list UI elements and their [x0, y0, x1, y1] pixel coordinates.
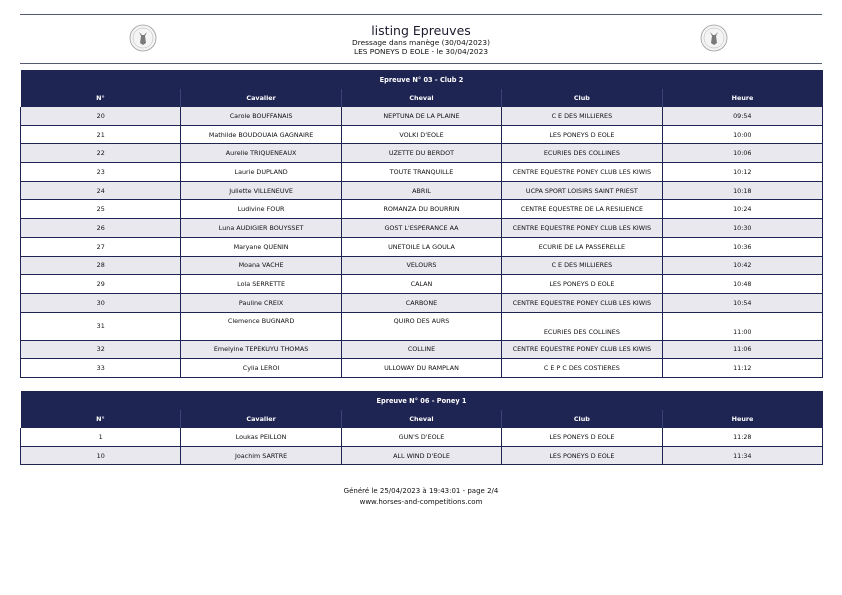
cell-num: 22 — [21, 144, 181, 163]
table-row — [21, 219, 823, 238]
cell-heure: 11:28 — [662, 428, 822, 446]
cell-num: 25 — [21, 200, 181, 219]
cell-club: LES PONEYS D EOLE — [502, 125, 662, 144]
col-header-num: N° — [21, 89, 181, 107]
col-header-cavalier: Cavalier — [181, 410, 341, 428]
cell-heure: 11:06 — [662, 340, 822, 359]
table-row — [21, 163, 823, 182]
cell-club: LES PONEYS D EOLE — [502, 428, 662, 446]
col-header-heure: Heure — [662, 410, 822, 428]
col-header-club: Club — [502, 89, 662, 107]
cell-cavalier: Mathilde BOUDOUAIA GAGNAIRE — [181, 125, 341, 144]
cell-num: 31 — [21, 312, 181, 340]
cell-cavalier: Laurie DUPLAND — [181, 163, 341, 182]
cell-cheval: UZETTE DU BERDOT — [341, 144, 501, 163]
website-link[interactable]: www.horses-and-competitions.com — [359, 498, 483, 506]
top-rule — [20, 14, 822, 15]
cell-club: CENTRE EQUESTRE PONEY CLUB LES KIWIS — [502, 219, 662, 238]
col-header-cheval: Cheval — [341, 89, 501, 107]
cell-club: CENTRE EQUESTRE PONEY CLUB LES KIWIS — [502, 340, 662, 359]
page-title: listing Epreuves — [371, 23, 471, 38]
cell-cavalier: Maryane QUENIN — [181, 237, 341, 256]
table-row — [21, 446, 823, 465]
cell-num: 26 — [21, 219, 181, 238]
cell-cavalier: Pauline CREIX — [181, 293, 341, 312]
cell-heure: 10:12 — [662, 163, 822, 182]
header-rule — [20, 63, 822, 64]
cell-cheval: ABRIL — [341, 181, 501, 200]
cell-num: 1 — [21, 428, 181, 446]
cell-club: ECURIE DE LA PASSERELLE — [502, 237, 662, 256]
cell-cavalier: Loukas PEILLON — [181, 428, 341, 446]
cell-heure: 11:00 — [662, 312, 822, 340]
cell-num: 20 — [21, 107, 181, 125]
cell-club: UCPA SPORT LOISIRS SAINT PRIEST — [502, 181, 662, 200]
cell-cavalier: Clemence BUGNARD — [181, 312, 341, 340]
table-row — [21, 125, 823, 144]
table-row — [21, 256, 823, 275]
cell-club: CENTRE EQUESTRE DE LA RESILIENCE — [502, 200, 662, 219]
cell-cheval: ALL WIND D'EOLE — [341, 446, 501, 465]
cell-cavalier: Juliette VILLENEUVE — [181, 181, 341, 200]
cell-num: 27 — [21, 237, 181, 256]
cell-heure: 09:54 — [662, 107, 822, 125]
epreuve-table-2 — [20, 391, 823, 465]
cell-club: ECURIES DES COLLINES — [502, 144, 662, 163]
organizer-line: LES PONEYS D EOLE - le 30/04/2023 — [353, 47, 489, 56]
cell-num: 23 — [21, 163, 181, 182]
cell-cheval: COLLINE — [341, 340, 501, 359]
event-subtitle: Dressage dans manège (30/04/2023) — [352, 38, 490, 47]
cell-heure: 11:34 — [662, 446, 822, 465]
cell-cheval: VOLKI D'EOLE — [341, 125, 501, 144]
table-row — [21, 293, 823, 312]
cell-num: 30 — [21, 293, 181, 312]
cell-cheval: TOUTE TRANQUILLE — [341, 163, 501, 182]
cell-club: LES PONEYS D EOLE — [502, 275, 662, 294]
cell-cheval: GUN'S D'EOLE — [341, 428, 501, 446]
cell-num: 29 — [21, 275, 181, 294]
cell-club: C E DES MILLIERES — [502, 256, 662, 275]
cell-cavalier: Lola SERRETTE — [181, 275, 341, 294]
cell-num: 10 — [21, 446, 181, 465]
col-header-heure: Heure — [662, 89, 822, 107]
cell-cavalier: Emelyine TEPEKUYU THOMAS — [181, 340, 341, 359]
table-row — [21, 312, 823, 340]
cell-heure: 10:18 — [662, 181, 822, 200]
table-row — [21, 144, 823, 163]
cell-num: 32 — [21, 340, 181, 359]
cell-cheval: CALAN — [341, 275, 501, 294]
cell-cavalier: Moana VACHE — [181, 256, 341, 275]
cell-heure: 10:48 — [662, 275, 822, 294]
cell-num: 33 — [21, 359, 181, 378]
cell-club: C E P C DES COSTIERES — [502, 359, 662, 378]
cell-cheval: UNETOILE LA GOULA — [341, 237, 501, 256]
cell-heure: 10:24 — [662, 200, 822, 219]
cell-club: LES PONEYS D EOLE — [502, 446, 662, 465]
cell-club: C E DES MILLIERES — [502, 107, 662, 125]
cell-heure: 10:00 — [662, 125, 822, 144]
cell-club: CENTRE EQUESTRE PONEY CLUB LES KIWIS — [502, 163, 662, 182]
cell-cavalier: Carole BOUFFANAIS — [181, 107, 341, 125]
cell-cheval: ROMANZA DU BOURRIN — [341, 200, 501, 219]
cell-num: 24 — [21, 181, 181, 200]
cell-heure: 10:54 — [662, 293, 822, 312]
cell-heure: 10:30 — [662, 219, 822, 238]
cell-cavalier: Ludivine FOUR — [181, 200, 341, 219]
table-row — [21, 237, 823, 256]
epreuve-table-1 — [20, 70, 823, 378]
table-row — [21, 200, 823, 219]
cell-cheval: CARBONE — [341, 293, 501, 312]
cell-club: CENTRE EQUESTRE PONEY CLUB LES KIWIS — [502, 293, 662, 312]
cell-cavalier: Joachim SARTRE — [181, 446, 341, 465]
table-row — [21, 340, 823, 359]
cell-cheval: ULLOWAY DU RAMPLAN — [341, 359, 501, 378]
cell-heure: 11:12 — [662, 359, 822, 378]
table-row — [21, 359, 823, 378]
generation-info: Généré le 25/04/2023 à 19:43:01 - page 2/4 — [343, 487, 499, 495]
cell-heure: 10:42 — [662, 256, 822, 275]
table-row — [21, 107, 823, 125]
epreuve-caption: Epreuve N° 03 - Club 2 — [21, 70, 823, 89]
cell-num: 28 — [21, 256, 181, 275]
cell-num: 21 — [21, 125, 181, 144]
epreuve-caption: Epreuve N° 06 - Poney 1 — [21, 391, 823, 410]
table-row — [21, 181, 823, 200]
col-header-club: Club — [502, 410, 662, 428]
col-header-cheval: Cheval — [341, 410, 501, 428]
col-header-cavalier: Cavalier — [181, 89, 341, 107]
col-header-num: N° — [21, 410, 181, 428]
cell-club: ECURIES DES COLLINES — [502, 312, 662, 340]
table-row — [21, 428, 823, 446]
cell-cheval: VELOURS — [341, 256, 501, 275]
cell-heure: 10:36 — [662, 237, 822, 256]
table-row — [21, 275, 823, 294]
cell-cavalier: Cylia LEROI — [181, 359, 341, 378]
cell-cavalier: Luna AUDIGIER BOUYSSET — [181, 219, 341, 238]
cell-cheval: NEPTUNA DE LA PLAINE — [341, 107, 501, 125]
cell-heure: 10:06 — [662, 144, 822, 163]
cell-cheval: QUIRO DES AURS — [341, 312, 501, 340]
cell-cheval: GOST L'ESPERANCE AA — [341, 219, 501, 238]
cell-cavalier: Aurelie TRIQUENEAUX — [181, 144, 341, 163]
